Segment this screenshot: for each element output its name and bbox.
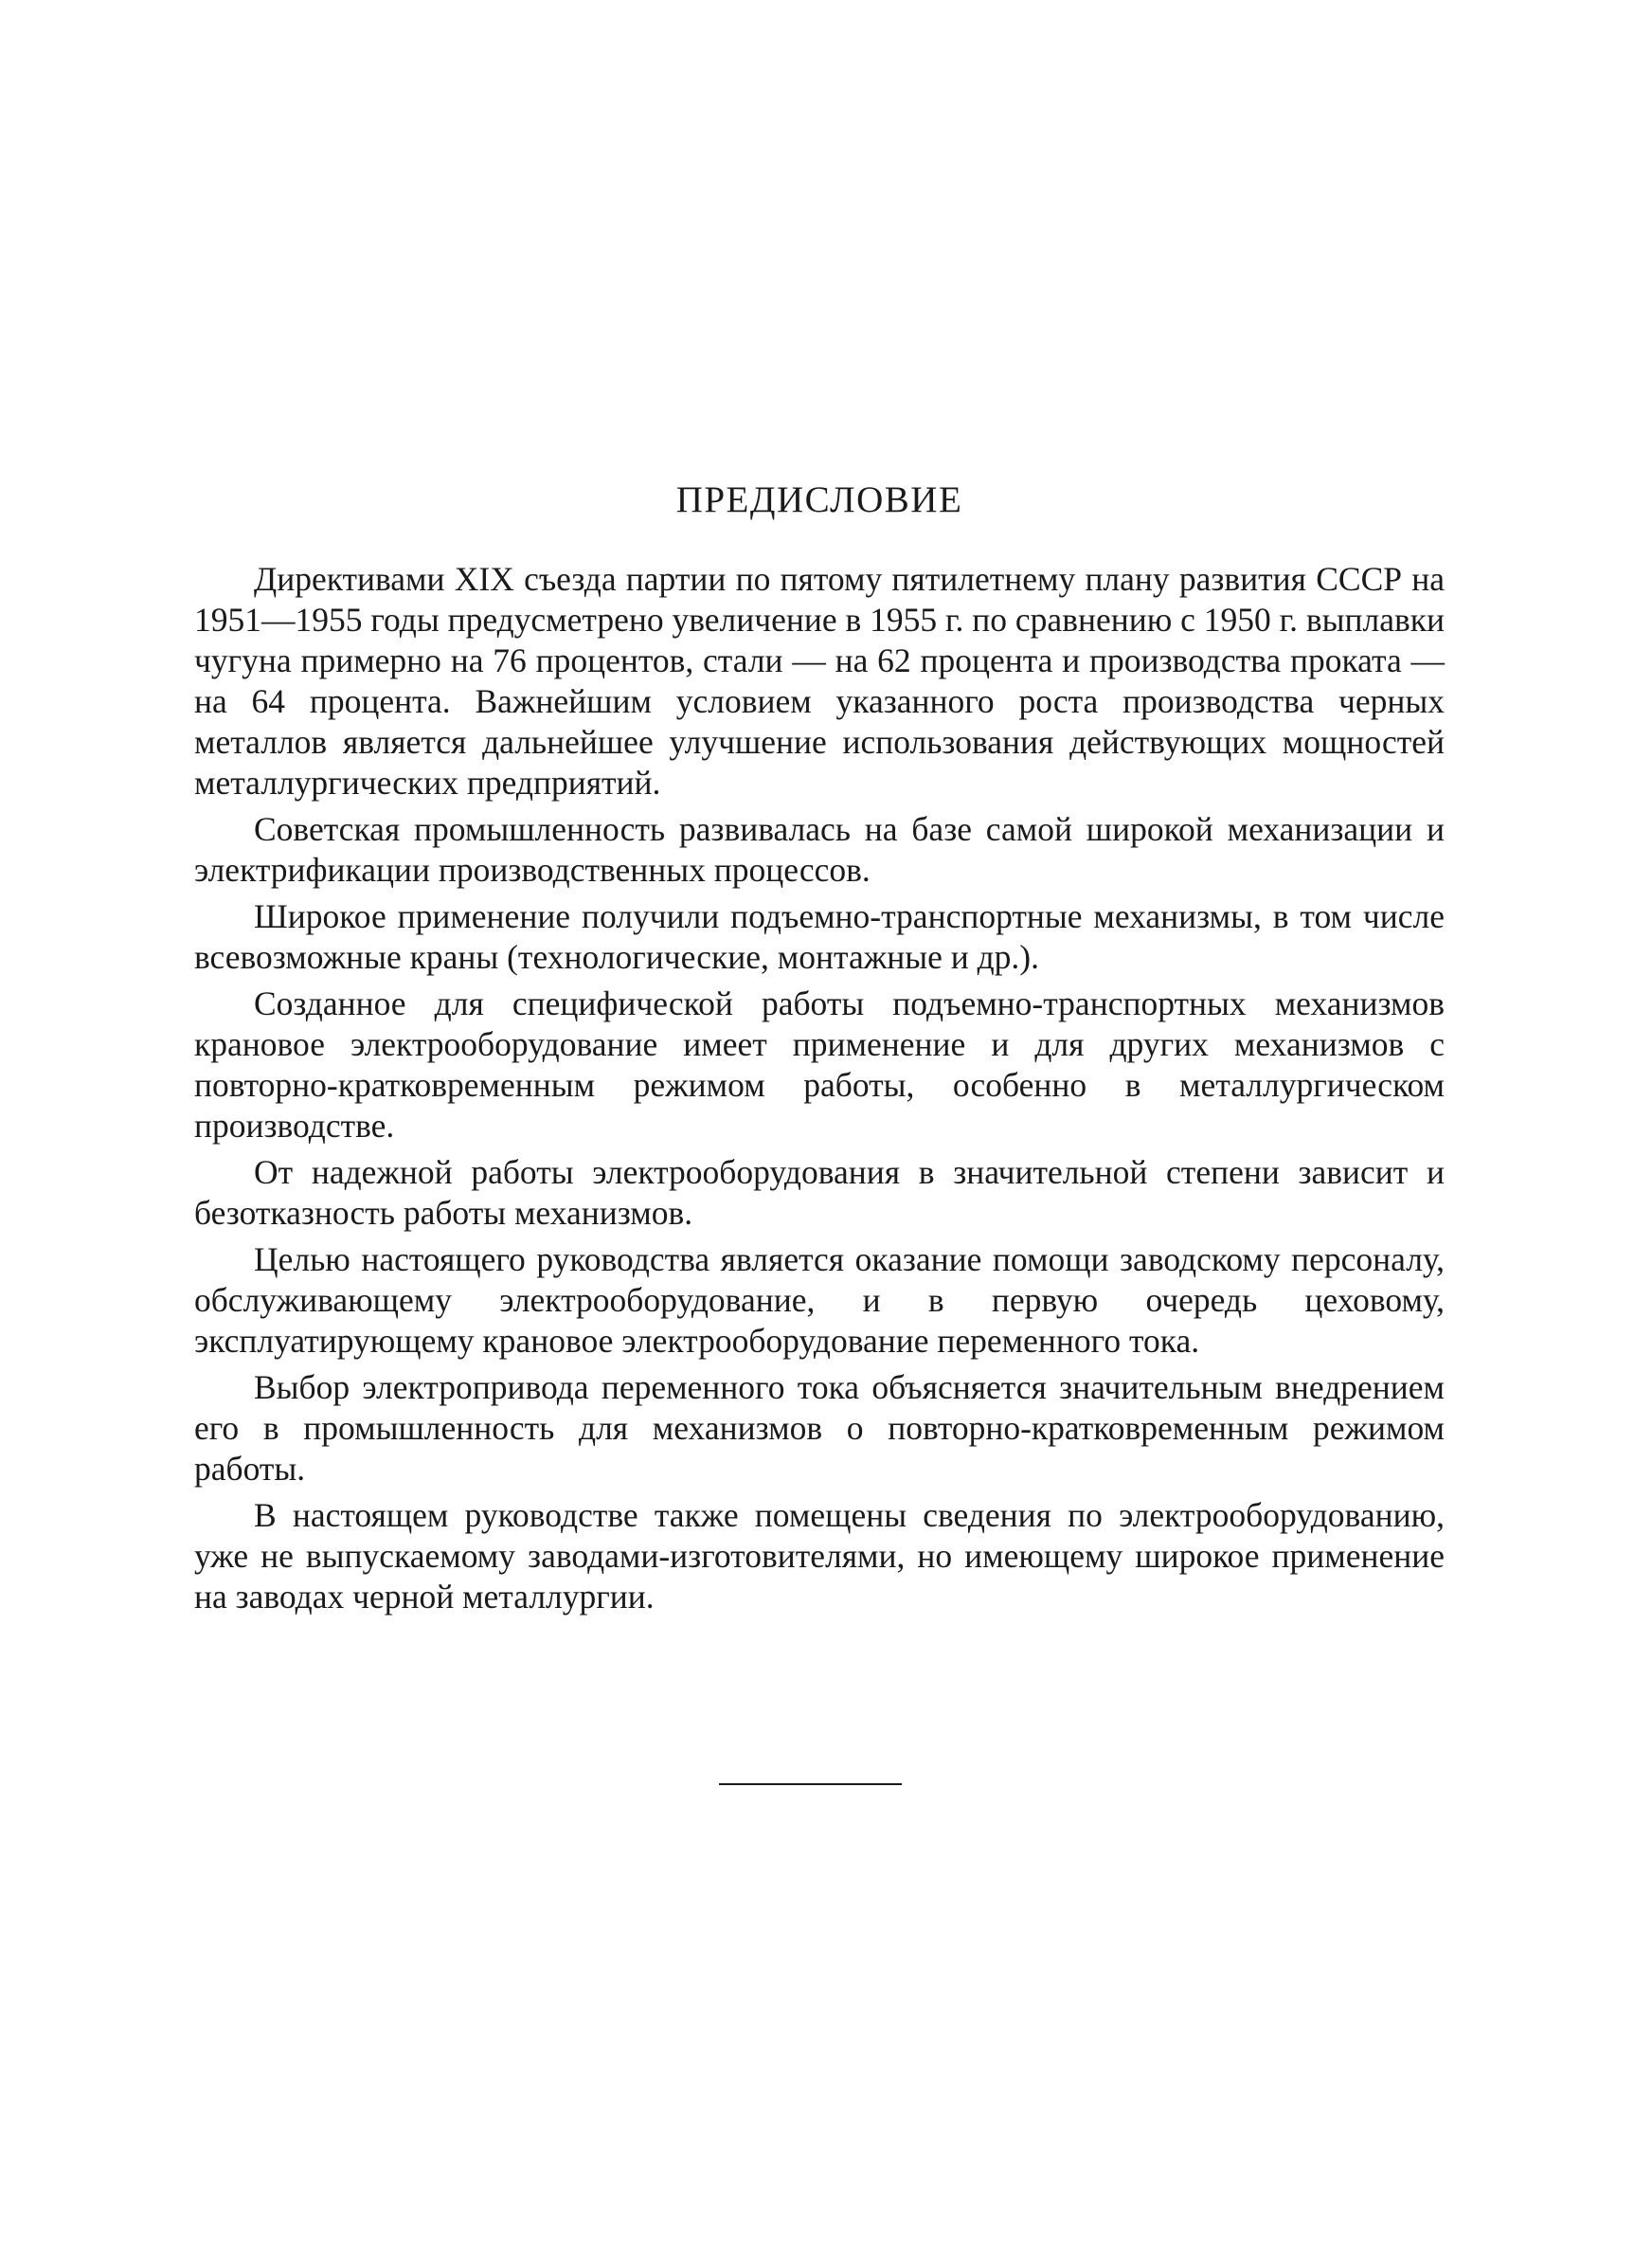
paragraph-5: От надежной работы электрооборудования в значительной степени зависит и безотказность работы механизмов. [194, 1153, 1445, 1232]
end-divider [719, 1783, 902, 1785]
paragraph-3: Широкое применение получили подъемно-транспортные механизмы, в том числе всевозможные краны (технологические, монтажные и др.). [194, 897, 1445, 976]
document-page [194, 478, 1445, 1623]
paragraph-6: Целью настоящего руководства является оказание помощи заводскому персоналу, обслуживающему электрооборудование, и в первую очередь цеховому, эксплуатирующему крановое электрооборудование переменного тока. [194, 1240, 1445, 1360]
page-title: ПРЕДИСЛОВИЕ [675, 479, 963, 520]
paragraph-1: Директивами XIX съезда партии по пятому пятилетнему плану развития СССР на 1951—1955 годы предусметрено увеличение в 1955 г. по сравнению с 1950 г. выплавки чугуна примерно на 76 процентов, стали — на 62 процента и производства проката — на 64 процента. Важнейшим условием указанного роста производства черных металлов является дальнейшее улучшение использования действующих мощностей металлургических предприятий. [194, 560, 1446, 802]
paragraph-4: Созданное для специфической работы подъемно-транспортных механизмов крановое электрооборудование имеет применение и для других механизмов с повторно-кратковременным режимом работы, особенно в металлургическом производстве. [194, 984, 1445, 1145]
paragraph-8: В настоящем руководстве также помещены сведения по электрооборудованию, уже не выпускаемому заводами-изготовителями, но имеющему широкое применение на заводах черной металлургии. [194, 1496, 1445, 1616]
paragraph-2: Советская промышленность развивалась на базе самой широкой механизации и электрификации производственных процессов. [194, 810, 1445, 889]
paragraph-7: Выбор электропривода переменного тока объясняется значительным внедрением его в промышленность для механизмов о повторно-кратковременным режимом работы. [194, 1368, 1445, 1488]
